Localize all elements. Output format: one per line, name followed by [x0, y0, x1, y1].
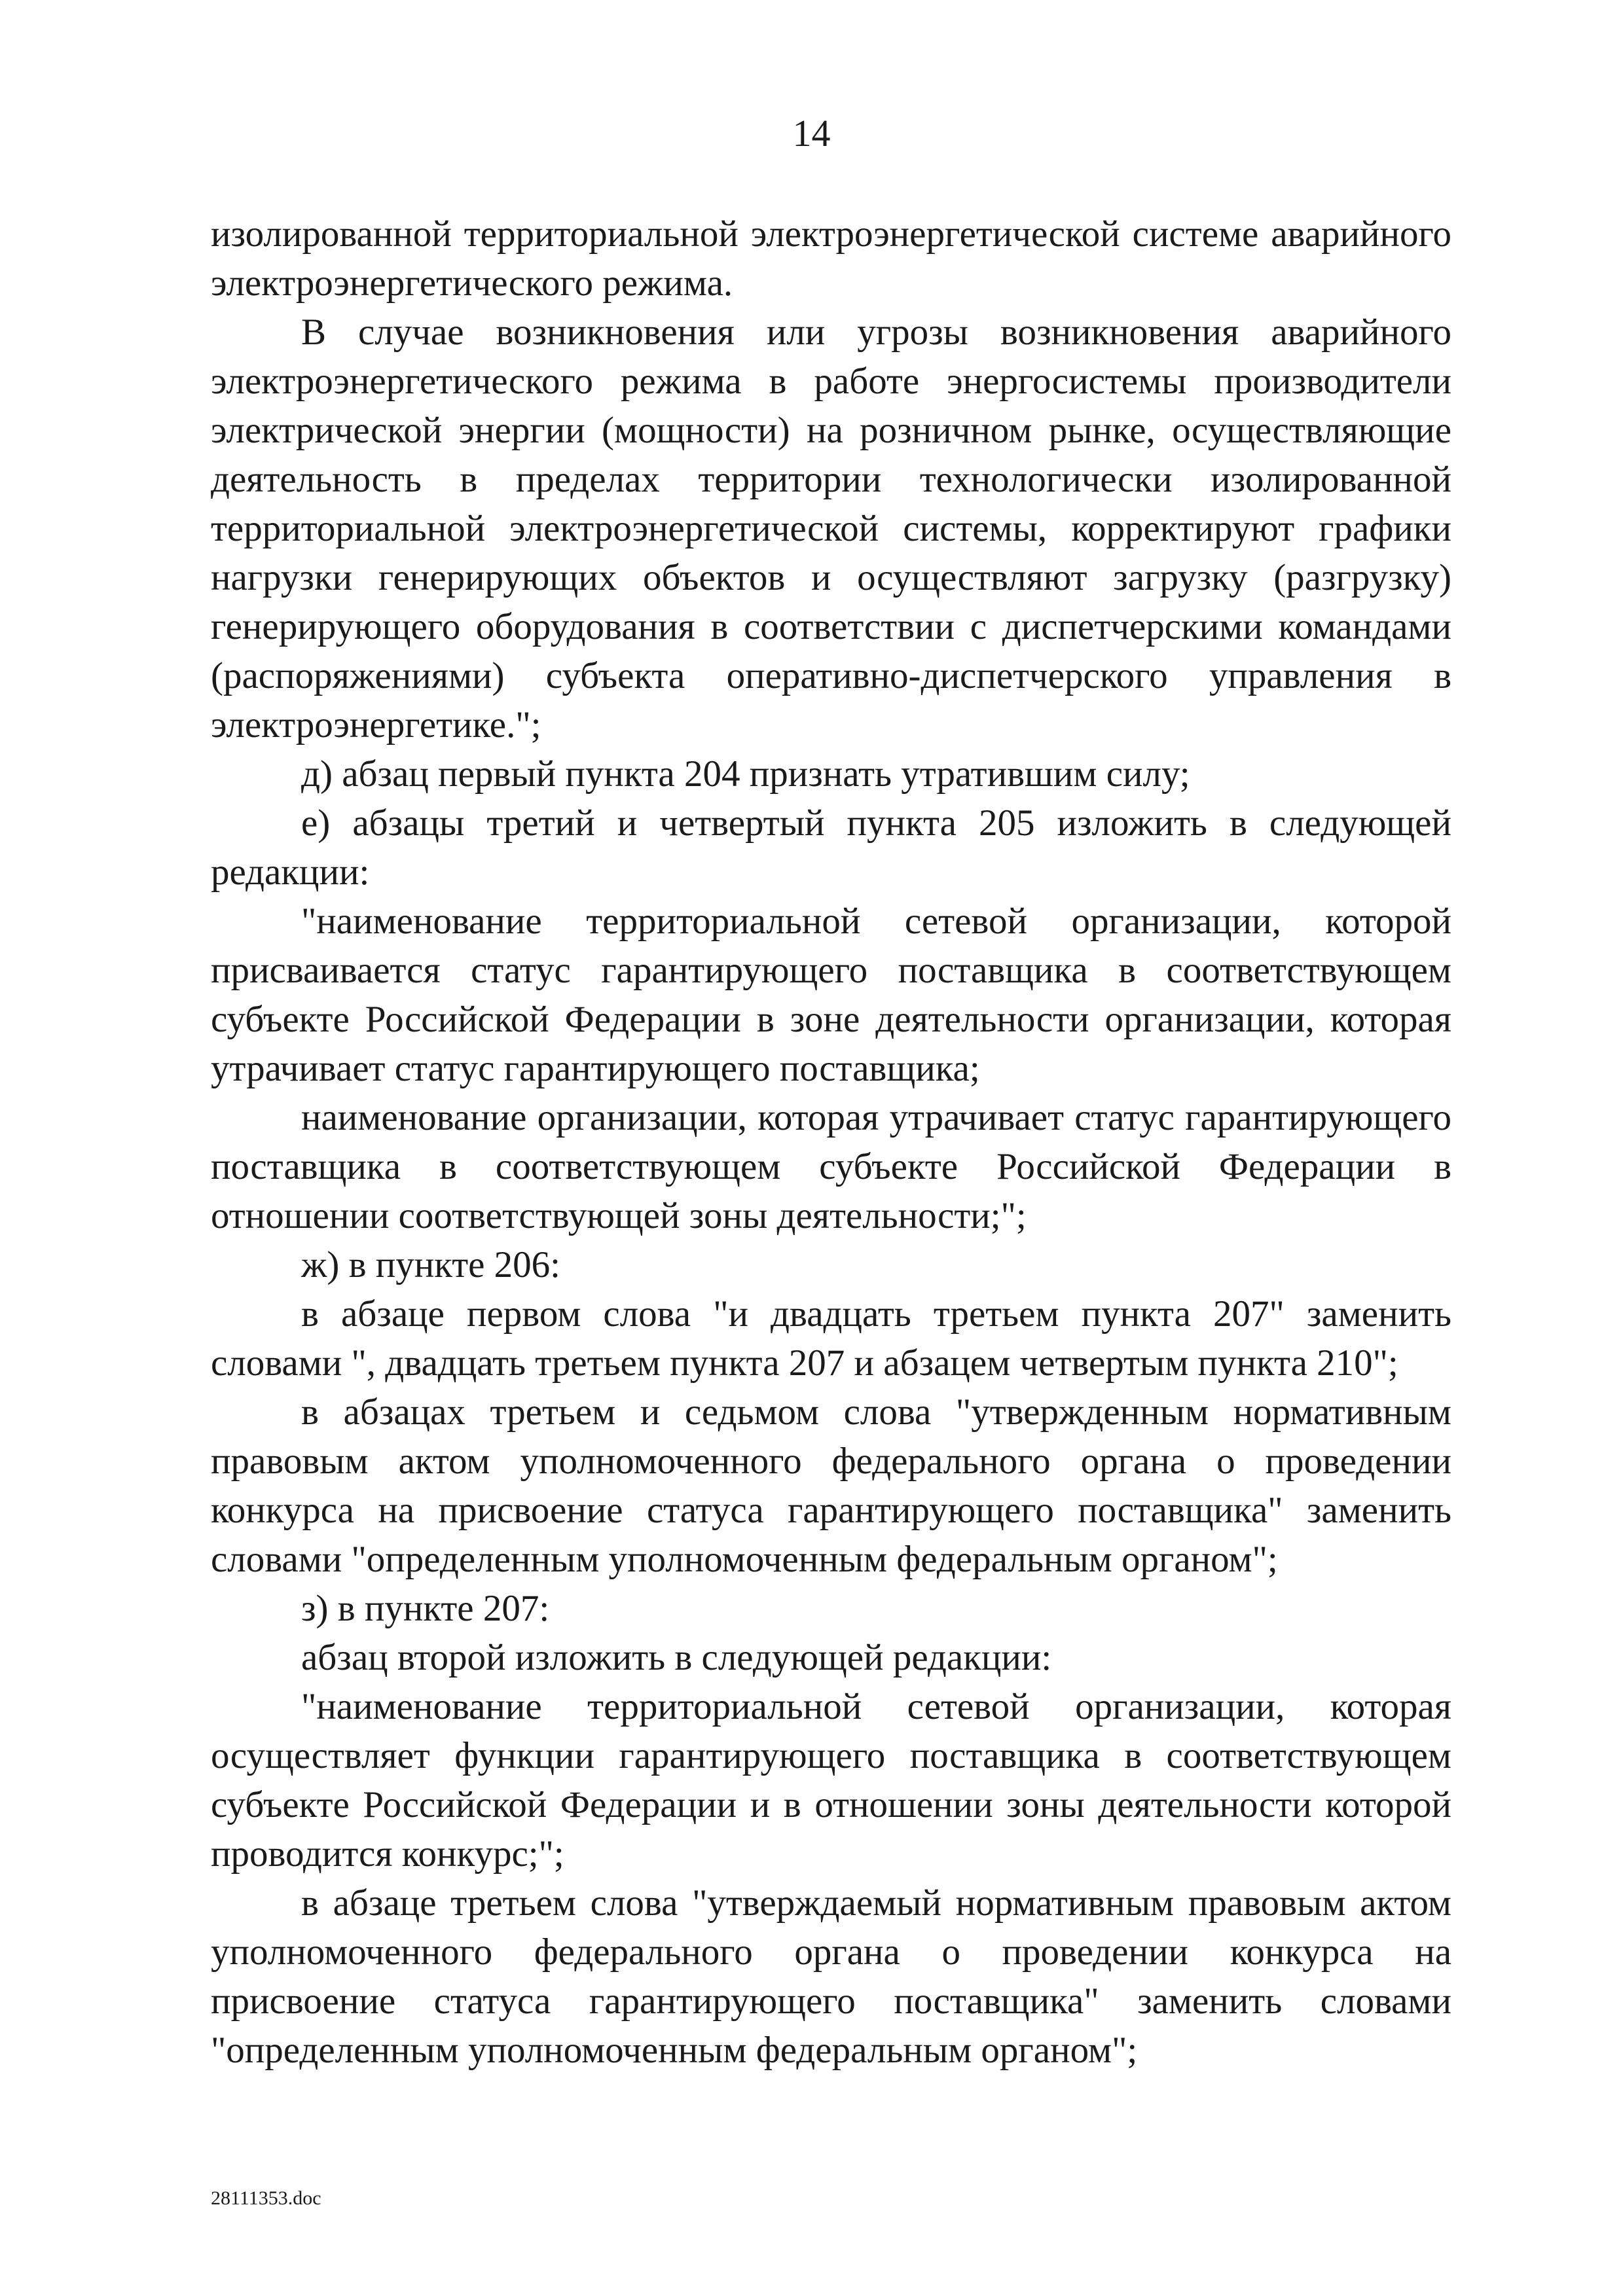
paragraph: в абзаце третьем слова "утверждаемый нормативным правовым актом уполномоченного федерального органа о проведении конкурса на присвоение статуса гарантирующего поставщика" заменить словами "определенным уполномоченным федеральным органом"; — [211, 1882, 1451, 2071]
paragraph: В случае возникновения или угрозы возникновения аварийного электроэнергетического режима в работе энергосистемы производители электрической энергии (мощности) на розничном рынке, осуществляющие деятельность в пределах территории технологически изолированной территориальной электроэнергетической системы, корректируют графики нагрузки генерирующих объектов и осуществляют загрузку (разгрузку) генерирующего оборудования в соответствии с диспетчерскими командами (распоряжениями) субъекта оперативно-диспетчерского управления в электроэнергетике."; — [211, 312, 1451, 745]
paragraph: изолированной территориальной электроэнергетической системе аварийного электроэнергетического режима. — [211, 213, 1451, 304]
paragraph: е) абзацы третий и четвертый пункта 205 изложить в следующей редакции: — [211, 802, 1451, 893]
paragraph: абзац второй изложить в следующей редакции: — [301, 1637, 1052, 1678]
paragraph: "наименование территориальной сетевой организации, которая осуществляет функции гарантирующего поставщика в соответствующем субъекте Российской Федерации и в отношении зоны деятельности которой проводится конкурс;"; — [211, 1686, 1451, 1874]
paragraph: д) абзац первый пункта 204 признать утратившим силу; — [301, 753, 1190, 795]
paragraph: в абзаце первом слова "и двадцать третьем пункта 207" заменить словами ", двадцать третьем пункта 207 и абзацем четвертым пункта 210"; — [211, 1293, 1451, 1384]
paragraph: в абзацах третьем и седьмом слова "утвержденным нормативным правовым актом уполномоченного федерального органа о проведении конкурса на присвоение статуса гарантирующего поставщика" заменить словами "определенным уполномоченным федеральным органом"; — [211, 1391, 1451, 1580]
paragraph: з) в пункте 207: — [301, 1588, 550, 1629]
paragraph: "наименование территориальной сетевой организации, которой присваивается статус гарантирующего поставщика в соответствующем субъекте Российской Федерации в зоне деятельности организации, которая утрачивает статус гарантирующего поставщика; — [211, 901, 1451, 1089]
document-filename: 28111353.doc — [211, 2187, 321, 2209]
page-number: 14 — [792, 112, 831, 154]
document-body — [211, 209, 1451, 2075]
paragraph: ж) в пункте 206: — [301, 1244, 561, 1285]
paragraph: наименование организации, которая утрачивает статус гарантирующего поставщика в соответствующем субъекте Российской Федерации в отношении соответствующей зоны деятельности;"; — [211, 1097, 1451, 1236]
